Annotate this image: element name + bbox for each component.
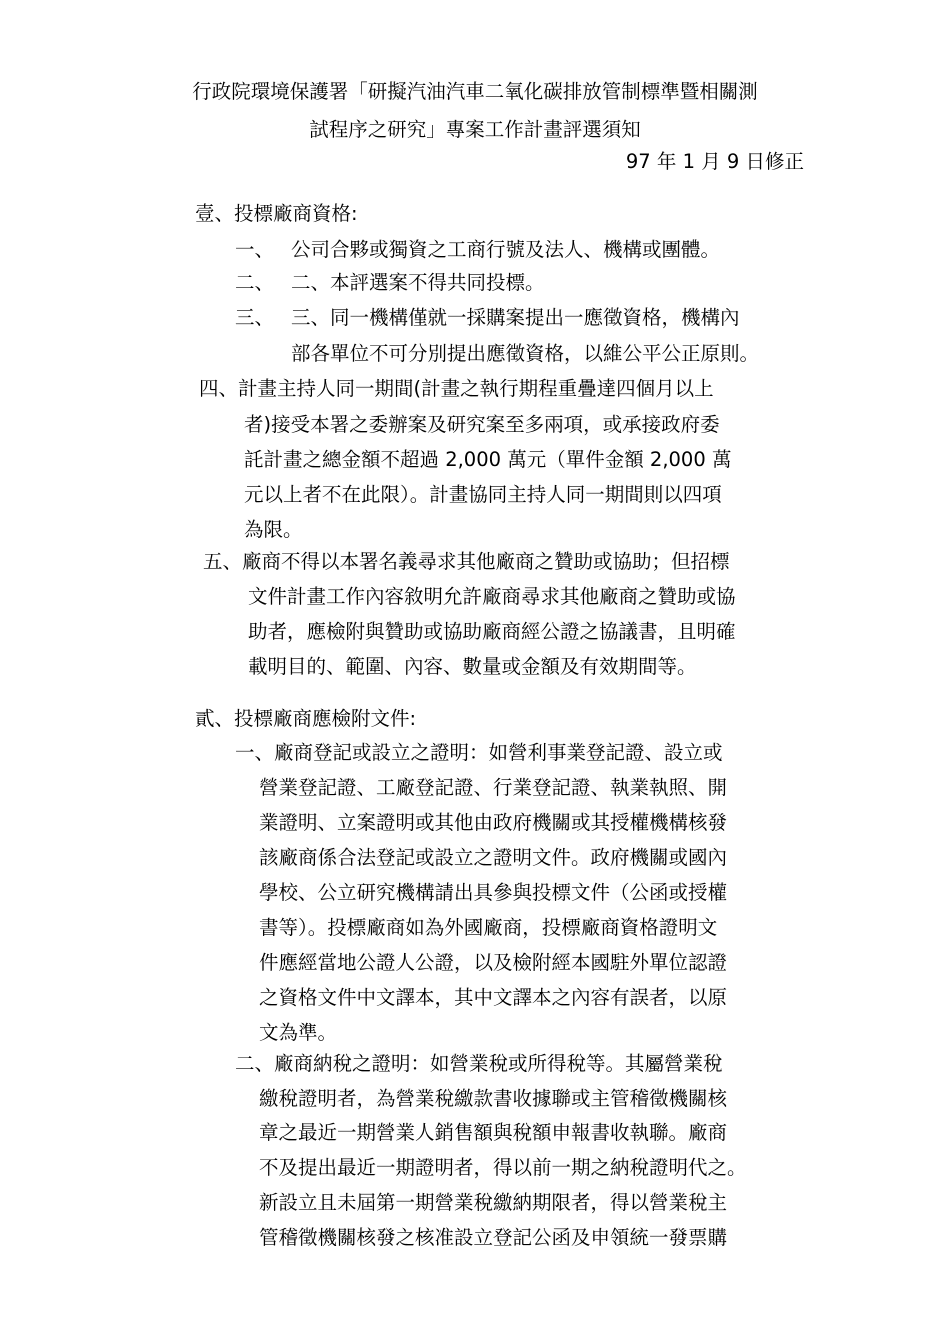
section-1-item-5-line-1: 五、廠商不得以本署名義尋求其他廠商之贊助或協助；但招標 — [203, 550, 730, 573]
section-2-item-2-line-3: 章之最近一期營業人銷售額與稅額申報書收執聯。廠商 — [259, 1121, 728, 1144]
section-1-heading: 壹、投標廠商資格: — [195, 202, 358, 225]
document-title-line-2: 試程序之研究」專案工作計畫評選須知 — [309, 118, 641, 141]
section-2-item-1-line-8: 之資格文件中文譯本，其中文譯本之內容有誤者，以原 — [259, 986, 728, 1009]
section-2-item-1-line-7: 件應經當地公證人公證，以及檢附經本國駐外單位認證 — [259, 951, 728, 974]
revision-date: 97 年 1 月 9 日修正 — [625, 150, 804, 173]
section-1-item-4-line-1: 四、計畫主持人同一期間(計畫之執行期程重疊達四個月以上 — [199, 377, 714, 400]
section-1-item-3-line-2: 部各單位不可分別提出應徵資格，以維公平公正原則。 — [291, 342, 760, 365]
section-2-item-1-line-5: 學校、公立研究機構請出具參與投標文件（公函或授權 — [259, 881, 728, 904]
section-2-item-1-line-2: 營業登記證、工廠登記證、行業登記證、執業執照、開 — [259, 776, 728, 799]
section-1-item-5-line-4: 載明目的、範圍、內容、數量或金額及有效期間等。 — [248, 655, 697, 678]
section-1-item-3-line-1: 三、同一機構僅就一採購案提出一應徵資格，機構內 — [291, 306, 740, 329]
section-1-item-4-line-2: 者)接受本署之委辦案及研究案至多兩項，或承接政府委 — [244, 413, 720, 436]
section-2-item-2-line-6: 管稽徵機關核發之核准設立登記公函及申領統一發票購 — [259, 1226, 728, 1249]
section-1-item-4-line-5: 為限。 — [244, 518, 303, 541]
section-1-item-3-marker: 三、 — [235, 306, 275, 329]
section-1-item-2-marker: 二、 — [235, 271, 275, 294]
section-1-item-1-marker: 一、 — [235, 238, 275, 261]
section-2-item-2-line-4: 不及提出最近一期證明者，得以前一期之納稅證明代之。 — [259, 1156, 747, 1179]
section-2-item-2-line-5: 新設立且未屆第一期營業稅繳納期限者，得以營業稅主 — [259, 1191, 728, 1214]
section-1-item-5-line-3: 助者，應檢附與贊助或協助廠商經公證之協議書，且明確 — [248, 620, 736, 643]
section-2-item-1-line-1: 一、廠商登記或設立之證明：如營利事業登記證、設立或 — [235, 741, 723, 764]
section-1-item-5-line-2: 文件計畫工作內容敘明允許廠商尋求其他廠商之贊助或協 — [248, 585, 736, 608]
section-2-item-1-line-9: 文為準。 — [259, 1021, 338, 1044]
section-2-item-2-line-1: 二、廠商納稅之證明：如營業稅或所得稅等。其屬營業稅 — [235, 1052, 723, 1075]
section-1-item-2-text: 二、本評選案不得共同投標。 — [291, 271, 545, 294]
section-2-heading: 貳、投標廠商應檢附文件: — [195, 707, 417, 730]
section-1-item-4-line-3: 託計畫之總金額不超過 2,000 萬元（單件金額 2,000 萬 — [244, 448, 732, 471]
section-1-item-4-line-4: 元以上者不在此限）。計畫協同主持人同一期間則以四項 — [244, 483, 722, 506]
section-2-item-1-line-4: 該廠商係合法登記或設立之證明文件。政府機關或國內 — [259, 846, 728, 869]
section-2-item-2-line-2: 繳稅證明者，為營業稅繳款書收據聯或主管稽徵機關核 — [259, 1087, 728, 1110]
section-2-item-1-line-6: 書等）。投標廠商如為外國廠商，投標廠商資格證明文 — [259, 916, 718, 939]
document-title-line-1: 行政院環境保護署「研擬汽油汽車二氧化碳排放管制標準暨相關測 — [192, 80, 758, 103]
section-1-item-1-text: 公司合夥或獨資之工商行號及法人、機構或團體。 — [291, 238, 721, 261]
section-2-item-1-line-3: 業證明、立案證明或其他由政府機關或其授權機構核發 — [259, 811, 728, 834]
